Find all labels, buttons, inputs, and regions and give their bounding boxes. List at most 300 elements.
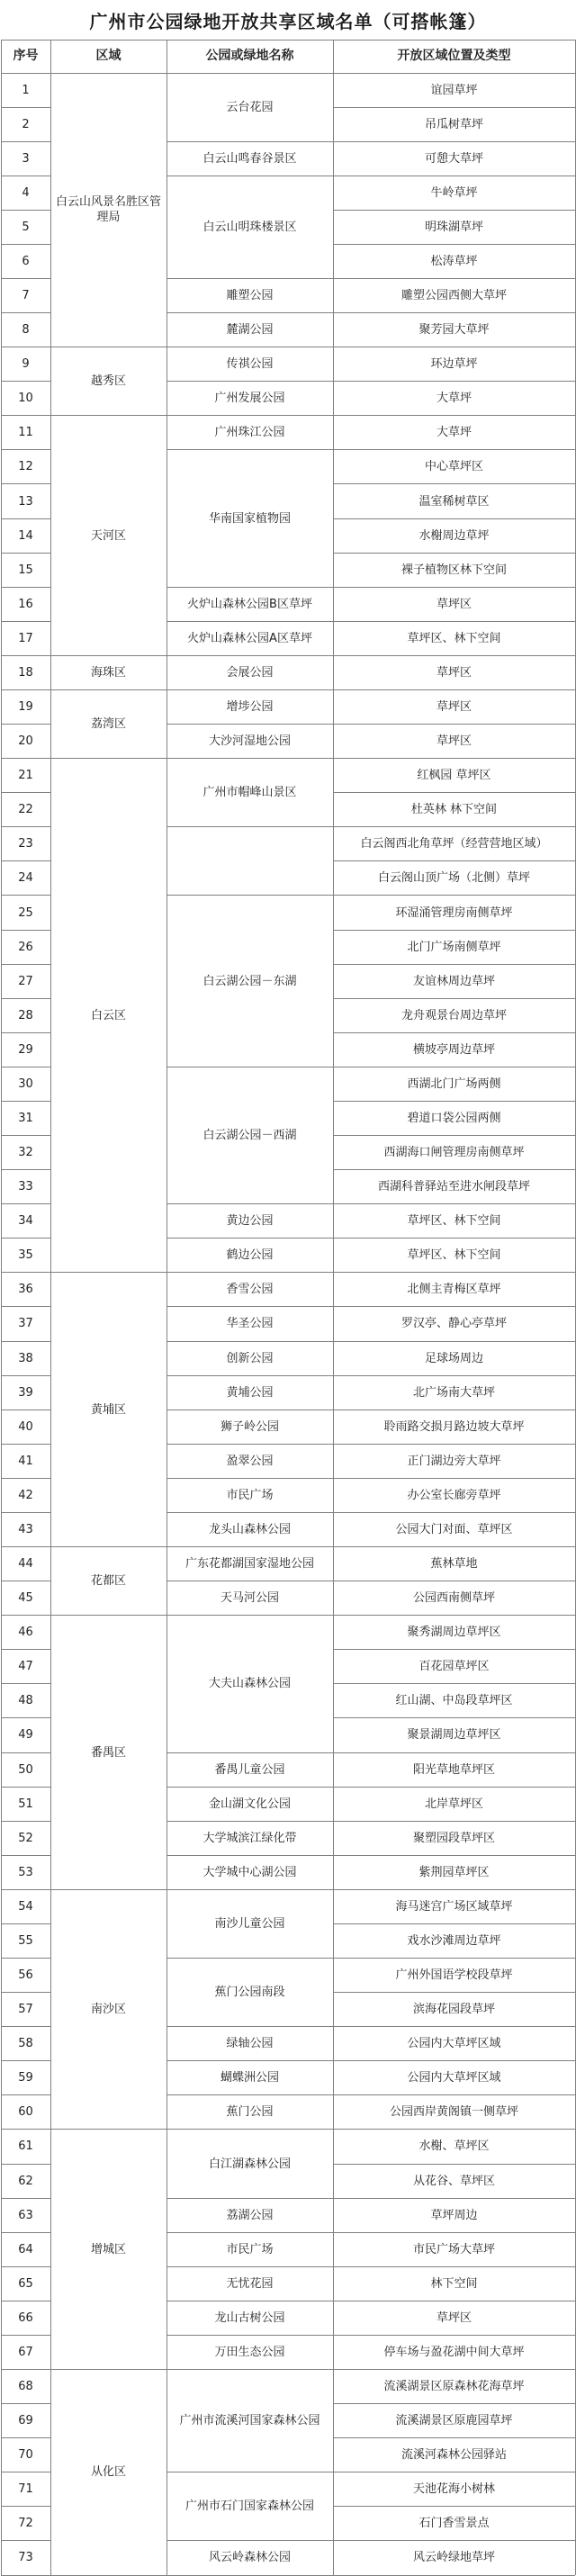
- table-rule: [1, 1752, 50, 1753]
- table-rule: [333, 964, 575, 965]
- table-rule: [333, 860, 575, 861]
- table-rule: [1, 998, 50, 999]
- table-rule: [333, 1787, 575, 1788]
- row-index: 70: [18, 2448, 33, 2463]
- row-index: 28: [18, 1008, 33, 1022]
- table-rule: [333, 2232, 575, 2233]
- park-cell: 大沙河湿地公园: [208, 734, 291, 749]
- table-rule: [333, 2335, 575, 2336]
- table-rule: [1, 2266, 50, 2267]
- table-rule: [166, 758, 333, 759]
- open-area-cell: 流溪湖景区原森林花海草坪: [383, 2380, 525, 2394]
- open-area-cell: 吊瓜树草坪: [424, 117, 483, 131]
- table-rule: [333, 1512, 575, 1513]
- table-rule: [1, 107, 50, 108]
- open-area-cell: 广州外国语学校段草坪: [395, 1968, 513, 1983]
- table-rule: [1, 1306, 50, 1307]
- table-rule: [333, 1923, 575, 1924]
- table-rule: [1, 483, 50, 484]
- table-rule: [166, 1787, 333, 1788]
- table-rule: [333, 998, 575, 999]
- park-cell: 广东花都湖国家湿地公园: [184, 1557, 314, 1572]
- table-rule: [166, 449, 333, 450]
- row-index: 56: [18, 1968, 33, 1983]
- table-rule: [1, 1272, 50, 1273]
- open-area-cell: 聚芳园大草坪: [418, 323, 490, 338]
- open-area-cell: 草坪区、林下空间: [407, 1214, 501, 1229]
- table-rule: [50, 758, 166, 759]
- table-rule: [1, 2506, 50, 2507]
- table-rule: [333, 1889, 575, 1890]
- table-rule: [333, 518, 575, 519]
- district-cell: 越秀区: [90, 374, 126, 389]
- table-rule: [1, 244, 50, 245]
- table-rule: [333, 758, 575, 759]
- open-area-cell: 戏水沙滩周边草坪: [407, 1933, 501, 1948]
- table-rule: [333, 553, 575, 554]
- row-index: 8: [22, 323, 30, 338]
- page-title: 广州市公园绿地开放共享区域名单（可搭帐篷）: [89, 10, 487, 32]
- table-rule: [333, 895, 575, 896]
- table-rule: [1, 415, 50, 416]
- row-index: 63: [18, 2208, 33, 2222]
- table-rule: [1, 312, 50, 313]
- table-rule: [333, 2403, 575, 2404]
- table-rule: [333, 1306, 575, 1307]
- table-rule: [1, 1683, 50, 1684]
- open-area-cell: 西湖北门广场两侧: [407, 1076, 501, 1091]
- table-rule: [1, 449, 50, 450]
- table-rule: [333, 1341, 575, 1342]
- table-rule: [1, 2232, 50, 2233]
- open-area-cell: 办公室长廊旁草坪: [407, 1488, 501, 1502]
- table-rule: [1, 1992, 50, 1993]
- table-rule: [166, 1546, 333, 1547]
- row-index: 29: [18, 1042, 33, 1057]
- table-rule: [1, 2540, 50, 2541]
- table-rule: [575, 40, 576, 2575]
- row-index: 43: [18, 1522, 33, 1536]
- row-index: 9: [22, 357, 30, 372]
- row-index: 13: [18, 494, 33, 509]
- table-rule: [333, 1203, 575, 1204]
- park-cell: 云台花园: [226, 100, 274, 114]
- table-rule: [1, 930, 50, 931]
- table-rule: [333, 1478, 575, 1479]
- table-rule: [1, 2335, 50, 2336]
- table-rule: [333, 2164, 575, 2165]
- row-index: 51: [18, 1797, 33, 1811]
- open-area-cell: 北侧主青梅区草坪: [407, 1283, 501, 1297]
- table-rule: [166, 826, 333, 827]
- row-index: 58: [18, 2037, 33, 2051]
- row-index: 65: [18, 2276, 33, 2291]
- table-rule: [50, 1615, 166, 1616]
- table-rule: [1, 1032, 50, 1033]
- park-cell: 广州市帽峰山景区: [202, 786, 297, 800]
- district-cell: 增城区: [90, 2242, 126, 2256]
- park-cell: 鹤边公园: [226, 1248, 274, 1263]
- table-rule: [1, 587, 50, 588]
- table-rule: [166, 312, 333, 313]
- table-rule: [333, 689, 575, 690]
- table-rule: [166, 415, 333, 416]
- open-area-cell: 龙舟观景台周边草坪: [400, 1008, 507, 1022]
- park-cell: 市民广场: [226, 1488, 274, 1502]
- open-area-cell: 蕉林草地: [430, 1557, 478, 1572]
- table-rule: [166, 895, 333, 896]
- table-rule: [166, 689, 333, 690]
- table-rule: [333, 278, 575, 279]
- table-rule: [333, 2026, 575, 2027]
- table-rule: [333, 1169, 575, 1170]
- park-cell: 华圣公园: [226, 1317, 274, 1331]
- open-area-cell: 海马迷宫广场区域草坪: [395, 1899, 513, 1914]
- park-cell: 火炉山森林公园A区草坪: [187, 631, 312, 645]
- table-rule: [333, 2540, 575, 2541]
- table-rule: [1, 1615, 50, 1616]
- open-area-cell: 风云岭绿地草坪: [412, 2551, 495, 2565]
- table-rule: [1, 1923, 50, 1924]
- park-cell: 广州市流溪河国家森林公园: [179, 2414, 320, 2428]
- open-area-cell: 天池花海小树林: [412, 2482, 495, 2497]
- row-index: 14: [18, 528, 33, 543]
- table-rule: [333, 2437, 575, 2438]
- row-index: 10: [18, 392, 33, 406]
- open-area-cell: 可憩大草坪: [424, 151, 483, 166]
- table-rule: [333, 381, 575, 382]
- row-index: 34: [18, 1214, 33, 1229]
- park-cell: 华南国家植物园: [208, 511, 291, 526]
- table-rule: [1, 518, 50, 519]
- table-rule: [333, 724, 575, 725]
- district-cell: 荔湾区: [90, 717, 126, 732]
- table-rule: [1, 964, 50, 965]
- table-rule: [1, 1821, 50, 1822]
- row-index: 11: [18, 426, 33, 440]
- park-cell: 盈翠公园: [226, 1454, 274, 1468]
- table-rule: [333, 655, 575, 656]
- park-cell: 黄边公园: [226, 1214, 274, 1229]
- park-cell: 广州发展公园: [214, 392, 285, 406]
- park-cell: 番禺儿童公园: [214, 1762, 285, 1777]
- open-area-cell: 公园内大草坪区域: [407, 2071, 501, 2085]
- table-rule: [166, 1752, 333, 1753]
- table-rule: [166, 1958, 333, 1959]
- open-area-cell: 友谊林周边草坪: [412, 974, 495, 988]
- table-rule: [166, 1615, 333, 1616]
- open-area-cell: 大草坪: [436, 392, 472, 406]
- table-rule: [1, 2437, 50, 2438]
- table-rule: [1, 2129, 50, 2130]
- table-rule: [166, 2540, 333, 2541]
- table-rule: [166, 1821, 333, 1822]
- table-rule: [166, 2094, 333, 2095]
- table-rule: [1, 621, 50, 622]
- table-rule: [333, 449, 575, 450]
- table-rule: [1, 1787, 50, 1788]
- table-rule: [1, 2369, 50, 2370]
- park-cell: 火炉山森林公园B区草坪: [187, 597, 312, 611]
- table-rule: [333, 2506, 575, 2507]
- table-rule: [1, 689, 50, 690]
- open-area-cell: 草坪区: [436, 734, 472, 749]
- open-area-cell: 公园西岸黄阁镇一侧草坪: [389, 2105, 518, 2120]
- row-index: 37: [18, 1317, 33, 1331]
- table-rule: [333, 1444, 575, 1445]
- open-area-cell: 松涛草坪: [430, 254, 478, 268]
- table-rule: [1, 860, 50, 861]
- open-area-cell: 林下空间: [430, 2276, 478, 2291]
- park-cell: 创新公园: [226, 1351, 274, 1365]
- table-rule: [1, 40, 2, 2575]
- table-rule: [166, 1478, 333, 1479]
- open-area-cell: 百花园草坪区: [418, 1660, 490, 1674]
- table-rule: [333, 587, 575, 588]
- row-index: 21: [18, 769, 33, 783]
- table-rule: [333, 40, 334, 2575]
- park-cell: 荔湖公园: [226, 2208, 274, 2222]
- row-index: 18: [18, 665, 33, 680]
- table-rule: [333, 1375, 575, 1376]
- table-rule: [1, 2164, 50, 2165]
- table-rule: [333, 1717, 575, 1718]
- table-rule: [166, 1855, 333, 1856]
- table-rule: [50, 415, 166, 416]
- park-cell: 增埗公园: [226, 700, 274, 714]
- row-index: 67: [18, 2345, 33, 2359]
- table-rule: [166, 1203, 333, 1204]
- table-rule: [1, 210, 50, 211]
- row-index: 17: [18, 631, 33, 645]
- park-cell: 龙山古树公园: [214, 2310, 285, 2325]
- table-rule: [1, 758, 50, 759]
- open-area-cell: 草坪区: [436, 700, 472, 714]
- table-rule: [333, 1649, 575, 1650]
- header-index: 序号: [13, 49, 39, 63]
- table-rule: [1, 2575, 575, 2576]
- open-area-cell: 罗汉亭、静心亭草坪: [400, 1317, 507, 1331]
- park-cell: 白云湖公园－东湖: [202, 974, 297, 988]
- row-index: 73: [18, 2551, 33, 2565]
- table-rule: [166, 2232, 333, 2233]
- table-rule: [333, 1135, 575, 1136]
- table-rule: [166, 2266, 333, 2267]
- table-rule: [1, 1958, 50, 1959]
- open-area-cell: 石门香雪景点: [418, 2517, 490, 2531]
- district-cell: 白云山风景名胜区管理局: [55, 195, 161, 225]
- row-index: 57: [18, 2003, 33, 2017]
- row-index: 32: [18, 1146, 33, 1160]
- open-area-cell: 草坪区: [436, 2310, 472, 2325]
- row-index: 64: [18, 2242, 33, 2256]
- park-cell: 广州市石门国家森林公园: [184, 2499, 314, 2514]
- district-cell: 天河区: [90, 528, 126, 543]
- table-rule: [1, 1341, 50, 1342]
- open-area-cell: 聆雨路交损月路边坡大草坪: [383, 1419, 525, 1434]
- row-index: 69: [18, 2414, 33, 2428]
- open-area-cell: 草坪区: [436, 597, 472, 611]
- row-index: 35: [18, 1248, 33, 1263]
- row-index: 53: [18, 1865, 33, 1879]
- table-rule: [166, 278, 333, 279]
- row-index: 44: [18, 1557, 33, 1572]
- open-area-cell: 市民广场大草坪: [412, 2242, 495, 2256]
- open-area-cell: 紫荆园草坪区: [418, 1865, 490, 1879]
- park-cell: 大夫山森林公园: [208, 1677, 291, 1691]
- row-index: 31: [18, 1111, 33, 1125]
- park-cell: [166, 827, 333, 896]
- table-rule: [1, 1889, 50, 1890]
- table-rule: [50, 655, 166, 656]
- table-rule: [166, 2060, 333, 2061]
- table-rule: [50, 2129, 166, 2130]
- open-area-cell: 滨海花园段草坪: [412, 2003, 495, 2017]
- open-area-cell: 裸子植物区林下空间: [400, 563, 507, 577]
- table-rule: [1, 1546, 50, 1547]
- row-index: 22: [18, 803, 33, 817]
- park-cell: 蕉门公园: [226, 2105, 274, 2120]
- row-index: 40: [18, 1419, 33, 1434]
- row-index: 54: [18, 1899, 33, 1914]
- table-rule: [333, 1101, 575, 1102]
- park-cell: 大学城中心湖公园: [202, 1865, 297, 1879]
- park-cell: 金山湖文化公园: [208, 1797, 291, 1811]
- park-cell: 香雪公园: [226, 1283, 274, 1297]
- open-area-cell: 红枫园 草坪区: [417, 769, 491, 783]
- table-rule: [1, 1444, 50, 1445]
- table-rule: [166, 40, 167, 2575]
- row-index: 72: [18, 2517, 33, 2531]
- open-area-cell: 北岸草坪区: [424, 1797, 483, 1811]
- table-rule: [333, 415, 575, 416]
- district-cell: 花都区: [90, 1574, 126, 1589]
- table-rule: [50, 2369, 166, 2370]
- row-index: 39: [18, 1385, 33, 1400]
- row-index: 46: [18, 1626, 33, 1640]
- open-area-cell: 公园西南侧草坪: [412, 1591, 495, 1606]
- row-index: 52: [18, 1831, 33, 1845]
- park-cell: 蝴蝶洲公园: [220, 2071, 279, 2085]
- table-rule: [1, 895, 50, 896]
- open-area-cell: 牛岭草坪: [430, 185, 478, 200]
- table-rule: [333, 141, 575, 142]
- table-rule: [1, 1717, 50, 1718]
- open-area-cell: 流溪河森林公园驿站: [400, 2448, 507, 2463]
- table-rule: [50, 689, 166, 690]
- park-cell: 黄埔公园: [226, 1385, 274, 1400]
- district-cell: 从化区: [90, 2465, 126, 2480]
- park-cell: 白云湖公园－西湖: [202, 1129, 297, 1143]
- table-rule: [1, 1649, 50, 1650]
- table-rule: [166, 2129, 333, 2130]
- table-rule: [1, 2094, 50, 2095]
- park-cell: 广州珠江公园: [214, 426, 285, 440]
- table-rule: [1, 2198, 50, 2199]
- park-cell: 市民广场: [226, 2242, 274, 2256]
- park-cell: 白云山明珠楼景区: [202, 220, 297, 234]
- park-cell: 会展公园: [226, 665, 274, 680]
- table-rule: [333, 930, 575, 931]
- row-index: 23: [18, 837, 33, 851]
- table-rule: [333, 2198, 575, 2199]
- table-rule: [1, 1135, 50, 1136]
- open-area-cell: 水榭、草坪区: [418, 2139, 490, 2154]
- district-cell: 白云区: [90, 1008, 126, 1022]
- table-rule: [1, 553, 50, 554]
- park-cell: 白云山鸣春谷景区: [202, 151, 297, 166]
- open-area-cell: 水榭周边草坪: [418, 528, 490, 543]
- table-rule: [1, 1101, 50, 1102]
- row-index: 6: [22, 254, 30, 268]
- open-area-cell: 北广场南大草坪: [412, 1385, 495, 1400]
- row-index: 60: [18, 2105, 33, 2120]
- table-rule: [50, 1272, 166, 1273]
- park-cell: 蕉门公园南段: [214, 1986, 285, 2000]
- table-rule: [166, 1889, 333, 1890]
- park-cell: 龙头山森林公园: [208, 1522, 291, 1536]
- row-index: 12: [18, 460, 33, 474]
- row-index: 62: [18, 2174, 33, 2188]
- park-cell: 绿轴公园: [226, 2037, 274, 2051]
- table-rule: [1, 141, 50, 142]
- row-index: 47: [18, 1660, 33, 1674]
- table-rule: [333, 1992, 575, 1993]
- open-area-cell: 聚景湖周边草坪区: [407, 1728, 501, 1743]
- open-area-cell: 西湖海口闸管理房南侧草坪: [383, 1146, 525, 1160]
- table-rule: [333, 1855, 575, 1856]
- open-area-cell: 停车场与盈花湖中间大草坪: [383, 2345, 525, 2359]
- table-rule: [166, 2198, 333, 2199]
- table-rule: [1, 2403, 50, 2404]
- open-area-cell: 公园内大草坪区域: [407, 2037, 501, 2051]
- open-area-cell: 从花谷、草坪区: [412, 2174, 495, 2188]
- open-area-cell: 杜英林 林下空间: [410, 803, 498, 817]
- table-rule: [166, 587, 333, 588]
- row-index: 2: [22, 117, 30, 131]
- park-cell: 雕塑公园: [226, 289, 274, 303]
- row-index: 27: [18, 974, 33, 988]
- row-index: 48: [18, 1694, 33, 1708]
- table-rule: [333, 1032, 575, 1033]
- table-rule: [333, 1821, 575, 1822]
- row-index: 49: [18, 1728, 33, 1743]
- district-cell: 黄埔区: [90, 1402, 126, 1417]
- table-rule: [1, 724, 50, 725]
- open-area-cell: 公园大门对面、草坪区: [395, 1522, 513, 1536]
- open-area-cell: 大草坪: [436, 426, 472, 440]
- table-rule: [1, 73, 575, 74]
- table-rule: [333, 621, 575, 622]
- park-cell: 狮子岭公园: [220, 1419, 279, 1434]
- table-rule: [166, 1341, 333, 1342]
- row-index: 15: [18, 563, 33, 577]
- park-cell: 传祺公园: [226, 357, 274, 372]
- table-rule: [1, 655, 50, 656]
- table-rule: [166, 1306, 333, 1307]
- row-index: 55: [18, 1933, 33, 1948]
- table-rule: [1, 1855, 50, 1856]
- park-cell: 麓湖公园: [226, 323, 274, 338]
- table-rule: [166, 2335, 333, 2336]
- open-area-cell: 草坪区: [436, 665, 472, 680]
- park-cell: 万田生态公园: [214, 2345, 285, 2359]
- header-area: 开放区域位置及类型: [397, 49, 511, 63]
- table-rule: [333, 826, 575, 827]
- table-rule: [333, 312, 575, 313]
- row-index: 26: [18, 940, 33, 954]
- row-index: 16: [18, 597, 33, 611]
